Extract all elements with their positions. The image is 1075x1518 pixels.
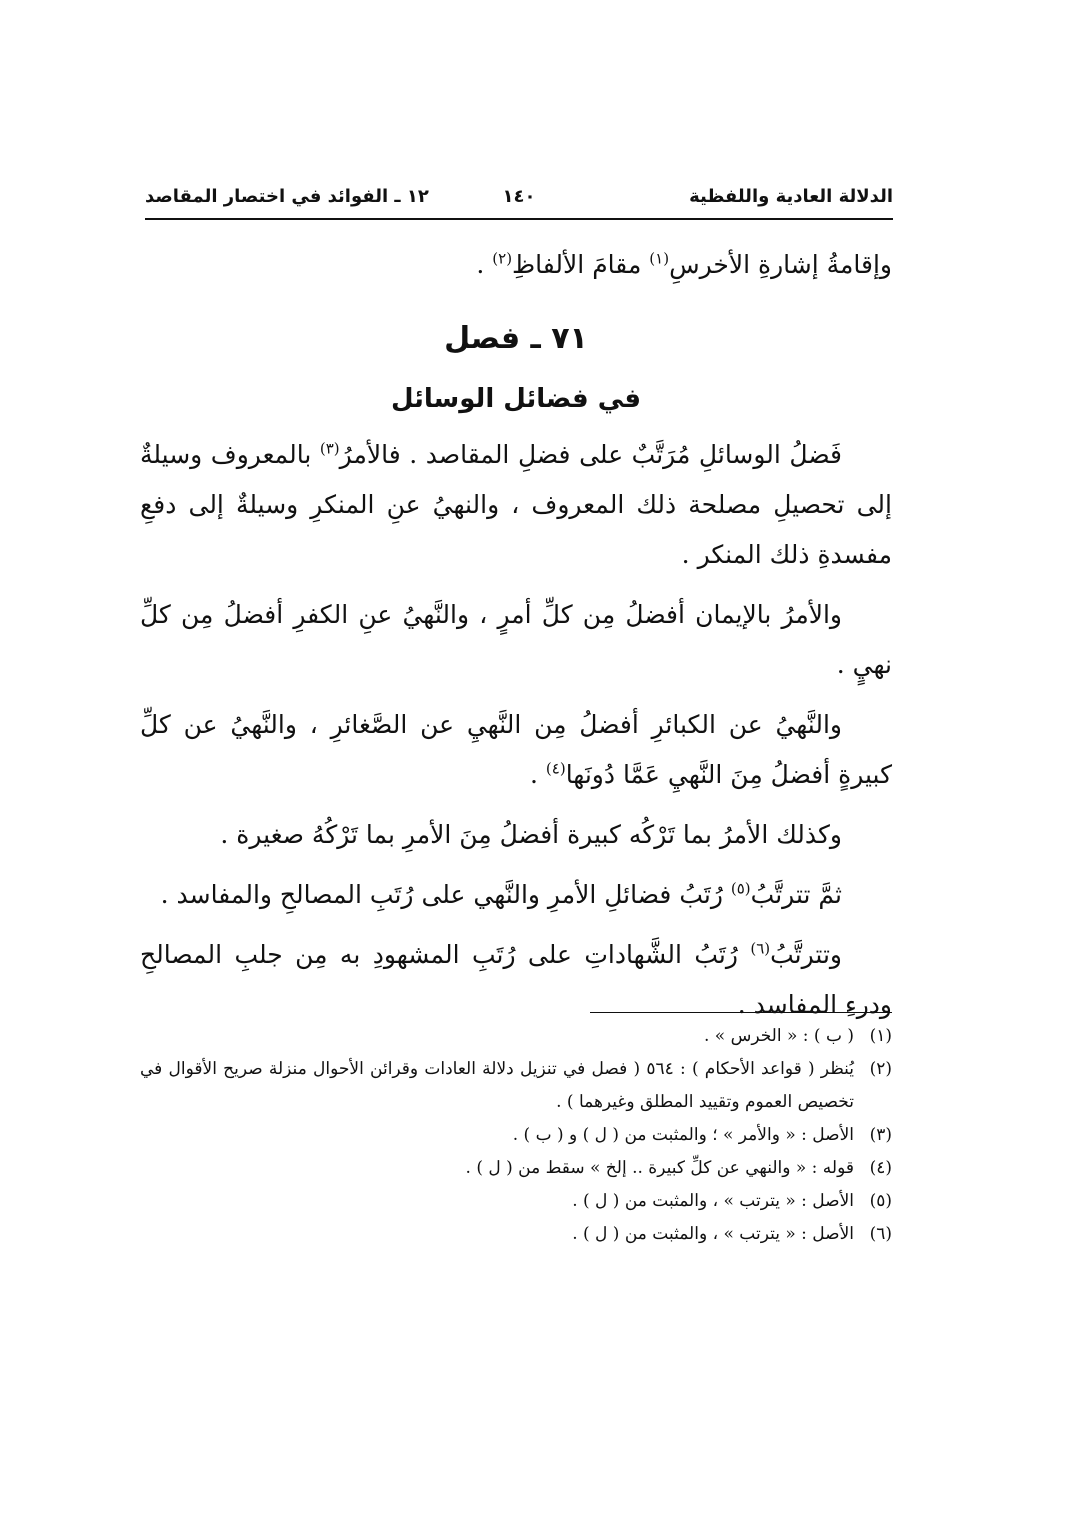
footnote-ref-3[interactable]: (٣) — [319, 439, 340, 458]
footnote-2 — [140, 1053, 892, 1119]
footnote-text: يُنظر ( قواعد الأحكام ) : ٥٦٤ ( فصل في تنزيل دلالة العادات وقرائن الأحوال منزلة صريح الأقوال في تخصيص العموم وتقييد المطلق وغيرهما ) . — [140, 1059, 854, 1112]
header-chapter-title: الدلالة العادية واللفظية — [689, 186, 893, 207]
footnote-number: (٣) — [869, 1125, 892, 1145]
footnote-6 — [140, 1218, 892, 1251]
footnote-text: الأصل : « يترتب » ، والمثبت من ( ل ) . — [572, 1191, 854, 1211]
footnote-number: (٤) — [869, 1158, 892, 1178]
footnote-1 — [140, 1020, 892, 1053]
paragraph-3-end: . — [530, 760, 546, 789]
intro-line — [140, 240, 892, 290]
footnote-number: (٢) — [869, 1059, 892, 1079]
footnote-ref-4[interactable]: (٤) — [545, 759, 566, 778]
footnote-text: الأصل : « يترتب » ، والمثبت من ( ل ) . — [572, 1224, 854, 1244]
footnote-rule — [590, 1012, 892, 1013]
footnote-text: الأصل : « والأمر » ؛ والمثبت من ( ل ) و ( ب ) . — [512, 1125, 854, 1145]
footnote-ref-5[interactable]: (٥) — [730, 879, 751, 898]
footnote-text: قوله : « والنهي عن كلِّ كبيرة .. إلخ » سقط من ( ل ) . — [465, 1158, 854, 1178]
footnote-number: (٦) — [869, 1224, 892, 1244]
paragraph-2: والأمرُ بالإيمان أفضلُ مِن كلِّ أمرٍ ، والنَّهيُ عنِ الكفرِ أفضلُ مِن كلِّ نهيٍ . — [140, 600, 892, 679]
footnote-number: (١) — [869, 1026, 892, 1046]
paragraph-6-start: وتترتَّبُ — [770, 940, 842, 969]
paragraph-5-start: ثمَّ تترتَّبُ — [750, 880, 842, 909]
main-text — [140, 240, 892, 1040]
section-title: ٧١ ـ فصل — [444, 321, 588, 356]
paragraph-3-start: والنَّهيُ عن الكبائرِ أفضلُ مِن النَّهيِ عن الصَّغائرِ ، والنَّهيُ عن كلِّ كبيرةٍ أفضلُ مِنَ النَّهيِ عَمَّا دُونَها — [140, 710, 892, 789]
paragraph-4: وكذلك الأمرُ بما تَرْكُه كبيرة أفضلُ مِنَ الأمرِ بما تَرْكُهُ صغيرة . — [220, 820, 842, 849]
paragraph-5-end: رُتَبُ فضائلِ الأمرِ والنَّهي على رُتَبِ المصالحِ والمفاسد . — [160, 880, 731, 909]
paragraph-6 — [140, 930, 892, 1030]
paragraph-1-start: فَضلُ الوسائلِ مُرَتَّبٌ على فضلِ المقاصد . فالأمرُ — [339, 440, 842, 469]
paragraph-6-end: رُتَبُ الشَّهاداتِ على رُتَبِ المشهودِ به مِن جلبِ المصالحِ ودرءِ المفاسد . — [140, 940, 892, 1019]
footnotes — [140, 1020, 892, 1251]
footnote-text: ( ب ) : « الخرس » . — [703, 1026, 854, 1046]
running-header — [145, 182, 893, 216]
footnote-number: (٥) — [869, 1191, 892, 1211]
section-subtitle: في فضائل الوسائل — [390, 384, 642, 414]
footnote-3 — [140, 1119, 892, 1152]
footnote-5 — [140, 1185, 892, 1218]
footnote-ref-2[interactable]: (٢) — [492, 249, 513, 268]
footnote-ref-1[interactable]: (١) — [649, 249, 670, 268]
header-book-title: ١٢ ـ الفوائد في اختصار المقاصد — [145, 186, 429, 207]
footnote-4 — [140, 1152, 892, 1185]
intro-text-start: وإقامةُ إشارةِ الأخرسِ — [669, 250, 892, 279]
paragraph-3 — [140, 700, 892, 800]
paragraph-5 — [140, 870, 892, 920]
footnote-ref-6[interactable]: (٦) — [750, 939, 771, 958]
header-rule — [145, 218, 893, 220]
header-page-number: ١٤٠ — [502, 186, 536, 207]
intro-text-middle: مقامَ الألفاظِ — [512, 250, 650, 279]
intro-text-end: . — [476, 250, 493, 279]
paragraph-1-end: بالمعروف وسيلةٌ إلى تحصيلِ مصلحة ذلك المعروف ، والنهيُ عنِ المنكرِ وسيلةٌ إلى دفعِ مفسدةِ ذلك المنكر . — [140, 440, 892, 569]
paragraph-1 — [140, 430, 892, 580]
